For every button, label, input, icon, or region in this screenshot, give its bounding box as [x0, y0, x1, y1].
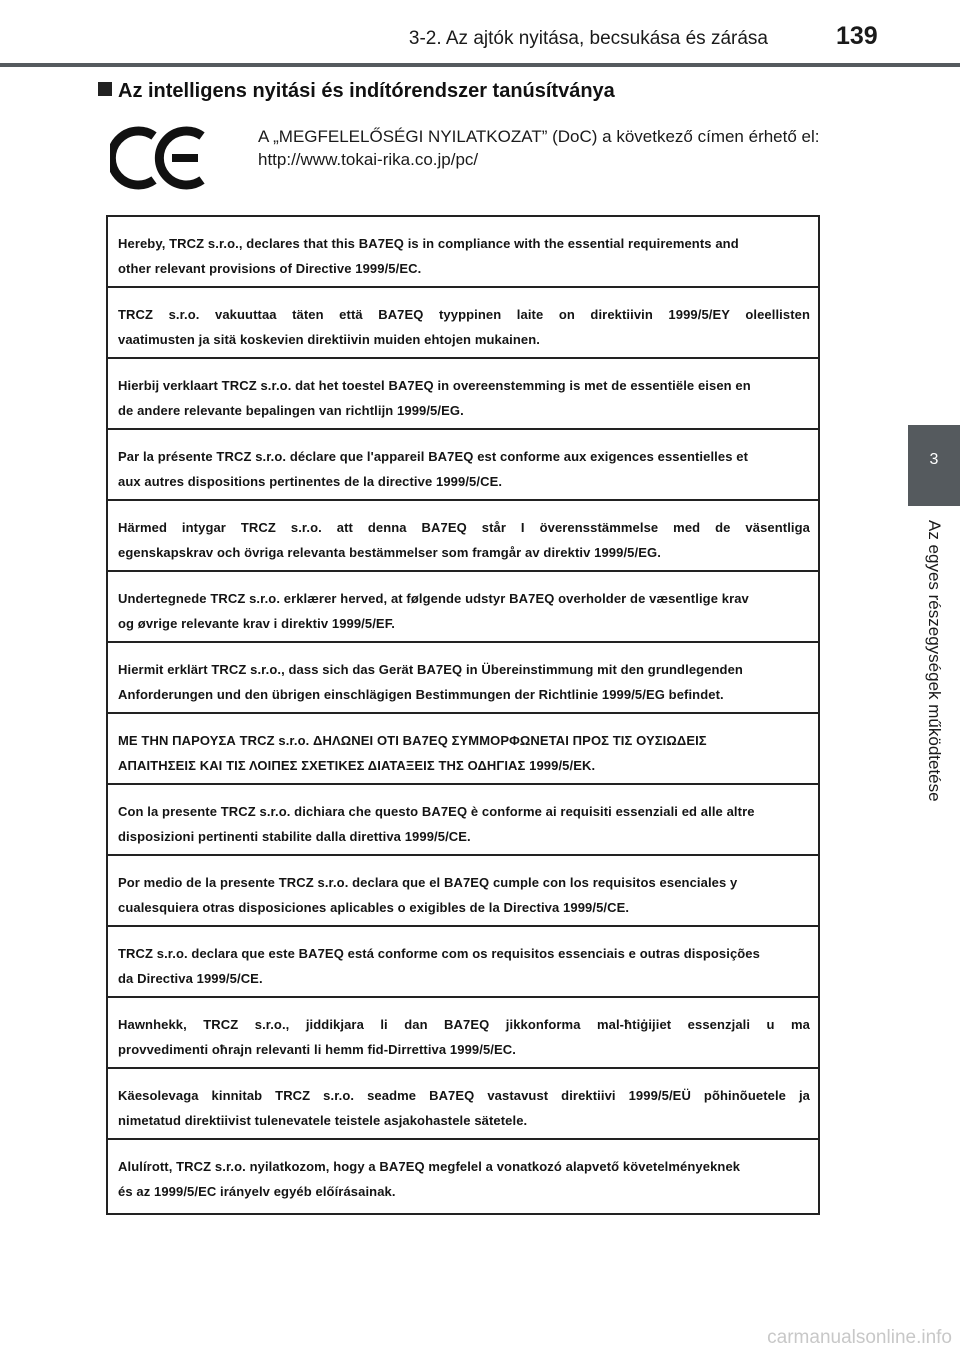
declaration-estonian	[108, 1069, 818, 1140]
declaration-portuguese	[108, 927, 818, 998]
declaration-line: cualesquiera otras disposiciones aplicables o exigibles de la Directiva 1999/5/CE.	[118, 900, 630, 915]
declaration-line: egenskapskrav och övriga relevanta bestämmelser som framgår av direktiv 1999/5/EG.	[118, 545, 661, 560]
section-heading-text: Az intelligens nyitási és indítórendszer tanúsítványa	[118, 80, 615, 102]
declaration-line: Undertegnede TRCZ s.r.o. erklærer herved, at følgende udstyr BA7EQ overholder de væsentlige krav	[118, 591, 749, 606]
declaration-line: Con la presente TRCZ s.r.o. dichiara che questo BA7EQ è conforme ai requisiti essenziali ed alle altre	[118, 804, 755, 819]
section-heading	[98, 80, 798, 103]
declaration-line: Hiermit erklärt TRCZ s.r.o., dass sich das Gerät BA7EQ in Übereinstimmung mit den grundlegenden	[118, 662, 743, 677]
declaration-german	[108, 643, 818, 714]
declaration-line: aux autres dispositions pertinentes de la directive 1999/5/CE.	[118, 474, 503, 489]
header-rule	[0, 63, 960, 67]
declaration-line: Hawnhekk, TRCZ s.r.o., jiddikjara li dan BA7EQ jikkonforma mal-ħtiġijiet essenzjali u ma	[118, 1017, 810, 1032]
declaration-line: de andere relevante bepalingen van richtlijn 1999/5/EG.	[118, 403, 464, 418]
declaration-line: Alulírott, TRCZ s.r.o. nyilatkozom, hogy a BA7EQ megfelel a vonatkozó alapvető követelményeknek	[118, 1159, 741, 1174]
chapter-title-text: Az egyes részegységek működtetése	[925, 520, 944, 802]
declaration-english	[108, 217, 818, 288]
declaration-spanish	[108, 856, 818, 927]
declaration-dutch	[108, 359, 818, 430]
declaration-swedish	[108, 501, 818, 572]
declaration-line: og øvrige relevante krav i direktiv 1999/5/EF.	[118, 616, 396, 631]
chapter-tab	[908, 425, 960, 506]
declaration-line: disposizioni pertinenti stabilite dalla direttiva 1999/5/CE.	[118, 829, 471, 844]
declaration-french	[108, 430, 818, 501]
declaration-table	[106, 215, 820, 1215]
declaration-line: ΜΕ ΤΗΝ ΠΑΡΟΥΣΑ TRCZ s.r.o. ΔΗΛΩΝΕΙ ΟΤΙ BA7EQ ΣΥΜΜΟΡΦΩΝΕΤΑΙ ΠΡΟΣ ΤΙΣ ΟΥΣΙΩΔΕΙΣ	[118, 733, 707, 748]
ce-mark-icon	[110, 122, 210, 194]
declaration-finnish	[108, 288, 818, 359]
doc-availability-text	[258, 125, 898, 171]
declaration-line: Par la présente TRCZ s.r.o. déclare que l'appareil BA7EQ est conforme aux exigences essentielles et	[118, 449, 749, 464]
declaration-hungarian	[108, 1140, 818, 1211]
running-header-title: 3-2. Az ajtók nyitása, becsukása és zárása	[408, 28, 768, 49]
declaration-line: da Directiva 1999/5/CE.	[118, 971, 263, 986]
declaration-line: Käesolevaga kinnitab TRCZ s.r.o. seadme BA7EQ vastavust direktiivi 1999/5/EÜ põhinõuetele ja	[118, 1088, 810, 1103]
declaration-line: other relevant provisions of Directive 1999/5/EC.	[118, 261, 422, 276]
declaration-line: provvedimenti oħrajn relevanti li hemm fid-Dirrettiva 1999/5/EC.	[118, 1042, 516, 1057]
doc-url-text: http://www.tokai-rika.co.jp/pc/	[258, 150, 479, 169]
declaration-italian	[108, 785, 818, 856]
page-number: 139	[836, 22, 878, 50]
chapter-number: 3	[929, 451, 939, 468]
chapter-side-title	[909, 520, 959, 865]
declaration-line: ΑΠΑΙΤΗΣΕΙΣ ΚΑΙ ΤΙΣ ΛΟΙΠΕΣ ΣΧΕΤΙΚΕΣ ΔΙΑΤΑΞΕΙΣ ΤΗΣ ΟΔΗΓΙΑΣ 1999/5/ΕΚ.	[118, 758, 596, 773]
declaration-line: nimetatud direktiivist tulenevatele teistele asjakohastele sätetele.	[118, 1113, 528, 1128]
square-bullet-icon	[98, 82, 112, 96]
declaration-greek	[108, 714, 818, 785]
declaration-line: TRCZ s.r.o. declara que este BA7EQ está conforme com os requisitos essenciais e outras disposições	[118, 946, 760, 961]
declaration-line: Por medio de la presente TRCZ s.r.o. declara que el BA7EQ cumple con los requisitos esenciales y	[118, 875, 738, 890]
declaration-danish	[108, 572, 818, 643]
declaration-line: Anforderungen und den übrigen einschlägigen Bestimmungen der Richtlinie 1999/5/EG befindet.	[118, 687, 724, 702]
declaration-line: vaatimusten ja sitä koskevien direktiivin muiden ehtojen mukainen.	[118, 332, 541, 347]
declaration-line: és az 1999/5/EC irányelv egyéb előírásainak.	[118, 1184, 396, 1199]
declaration-maltese	[108, 998, 818, 1069]
watermark: carmanualsonline.info	[767, 1327, 952, 1348]
declaration-line: Hierbij verklaart TRCZ s.r.o. dat het toestel BA7EQ in overeenstemming is met de essentiële eisen en	[118, 378, 751, 393]
doc-intro-line: A „MEGFELELŐSÉGI NYILATKOZAT” (DoC) a következő címen érhető el:	[258, 127, 820, 146]
declaration-line: Härmed intygar TRCZ s.r.o. att denna BA7EQ står I överensstämmelse med de väsentliga	[118, 520, 810, 535]
declaration-line: Hereby, TRCZ s.r.o., declares that this BA7EQ is in compliance with the essential requirements and	[118, 236, 739, 251]
declaration-line: TRCZ s.r.o. vakuuttaa täten että BA7EQ tyyppinen laite on direktiivin 1999/5/EY oleellisten	[118, 307, 810, 322]
